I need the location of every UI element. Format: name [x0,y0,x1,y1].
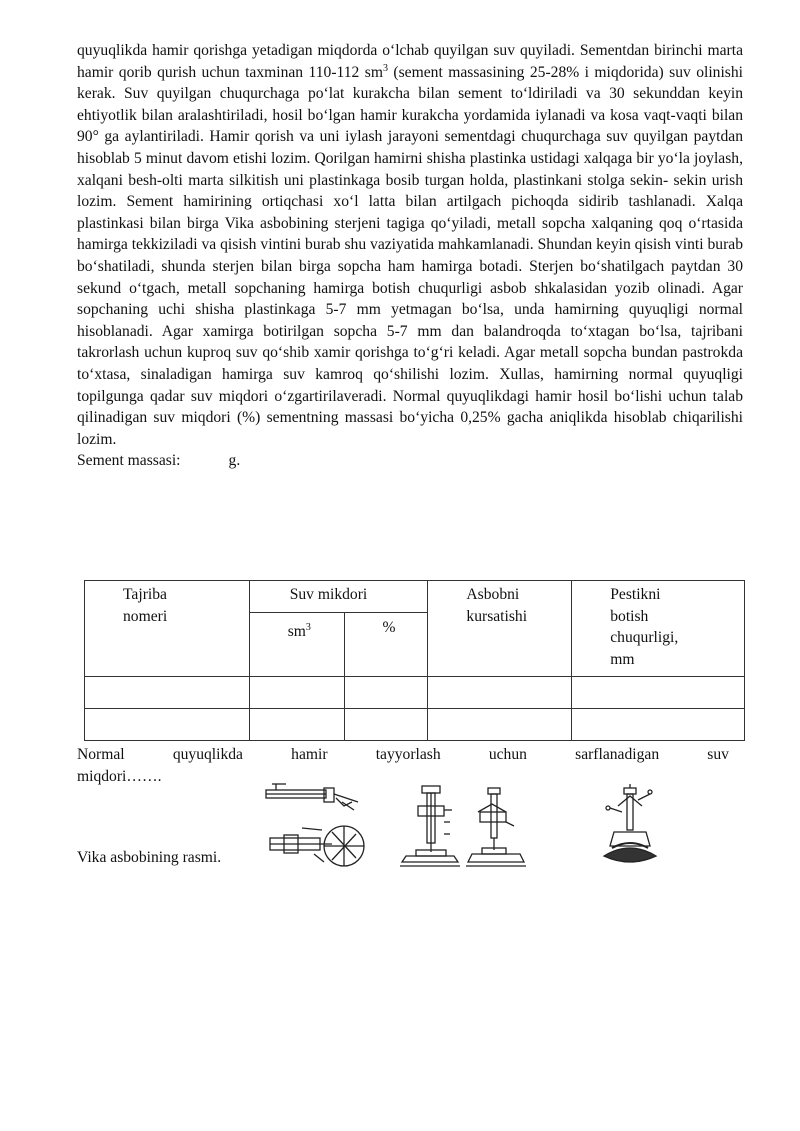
header-text: chuqurligi, [610,629,679,647]
normal-line-word: quyuqlikda [172,746,243,763]
table-cell [428,709,572,741]
header-text: botish [610,607,649,625]
normal-line-word: uchun [488,746,527,763]
table-cell [249,677,344,709]
vika-apparatus-diagram-2 [398,782,528,868]
table-cell [572,709,745,741]
header-text: mm [610,650,635,668]
table-cell [85,709,250,741]
main-paragraph [77,40,743,450]
vika-apparatus-diagram-1 [262,780,372,870]
paragraph-part-2: (sement massasining 25-28% i miqdorida) suv olinishi kerak. Suv quyilgan chuqurchaga po‘lat kurakcha bilan sement to‘ldiriladi va 30 sekunddan keyin ehtiyotlik bilan aralashtiriladi, hosil bo‘lgan hamir kurakcha yordamida iylanadi va kosa vaqt-vaqti bilan 90° ga aylantiriladi. Hamir qorish va uni iylash jarayoni sementdagi chuqurchaga suv quyilgan paytdan hisoblab 5 minut davom etishi lozim. Qorilgan hamirni shisha plastinka ustidagi xalqaga bir yo‘la joylash, xalqani besh-olti marta silkitish uni plastinkaga bosib turgan holda, plastinkani stolga sekin- sekin urish lozim. Sement hamirining ortiqchasi xo‘l latta bilan artilgach pichoqda sidirib tashlanadi. Xalqa plastinkasi bilan birga Vika asbobining sterjeni tagiga qo‘yiladi, metall sopcha xalqaning qoq o‘rtasida hamirga tekkiziladi va qisish vintini burab shu vaziyatida mahkamlanadi. Shundan keyin qisish vinti burab bo‘shatiladi, shunda sterjen bilan birga sopcha ham hamirga botadi. Sterjen bo‘shatilgach paytdan 30 sekund o‘tgach, metall sopchaning hamirga botish chuqurligi asbob shkalasidan yozib olinadi. Agar sopchaning uchi shisha plastinkaga 5-7 mm yetmagan bo‘lsa, unda hamirning quyuqligi normal hisoblanadi. Agar xamirga botirilgan sopcha 5-7 mm dan balandroqda to‘xtagan bo‘lsa, tajribani takrorlash uchun kuproq suv qo‘shib xamir qorishga to‘g‘ri keladi. Agar metall sopcha bundan pastrokda to‘xtasa, sinaladigan hamirga suv kamroq qo‘shilishi lozim. Xullas, hamirning normal quyuqligi topilgunga qadar suv miqdori o‘zgartirilaveradi. Normal quyuqlikdagi hamir hosil bo‘lishi uchun talab qilinadigan suv miqdori (%) sementning massasi bo‘yicha 0,25% gacha aniqlikda hisoblab chiqarilishi lozim. [77,63,743,448]
header-text: Suv mikdori [289,586,368,603]
cement-mass-unit: g. [228,452,241,470]
normal-line-word: hamir [291,746,328,763]
table-cell [249,709,344,741]
header-device-reading [428,581,572,677]
header-sm3 [249,613,344,677]
superscript-3: 3 [305,622,311,633]
table-cell [344,677,428,709]
table-row [85,709,745,741]
header-text: sm [287,623,306,641]
paragraph-part-1: quyuqlikda hamir qorishga yetadigan miqdorda o‘lchab quyilgan suv quyiladi. Sementdan birinchi marta hamir qorib qurish uchun taxminan 110-112 sm [77,42,743,81]
header-text: Asbobni [466,586,520,603]
results-table [84,580,745,741]
header-text: kursatishi [466,607,528,625]
table-cell [344,709,428,741]
header-water-amount [249,581,428,613]
cement-mass-line [77,450,743,472]
cement-mass-label: Sement massasi: [77,452,181,470]
figure-caption: Vika asbobining rasmi. [77,849,222,866]
table-row [85,677,745,709]
header-text: Tajriba [123,586,167,603]
normal-line-word: tayyorlash [375,746,441,763]
normal-line-word: suv [707,746,729,763]
normal-water-line [77,744,729,766]
table-cell [85,677,250,709]
normal-line-word: Normal [77,746,125,763]
header-text: % [382,619,396,636]
header-experiment-number [85,581,250,677]
header-text: nomeri [123,607,168,625]
normal-line-word: sarflanadigan [575,746,660,763]
vika-apparatus-diagram-3 [598,776,668,870]
normal-water-line-2: miqdori……. [77,768,162,785]
header-percent [344,613,428,677]
page-body [77,40,743,472]
table-cell [572,677,745,709]
header-text: Pestikni [610,586,661,603]
table-header-row [85,581,745,613]
header-pestle-depth [572,581,745,677]
superscript-3: 3 [382,62,388,74]
table-cell [428,677,572,709]
